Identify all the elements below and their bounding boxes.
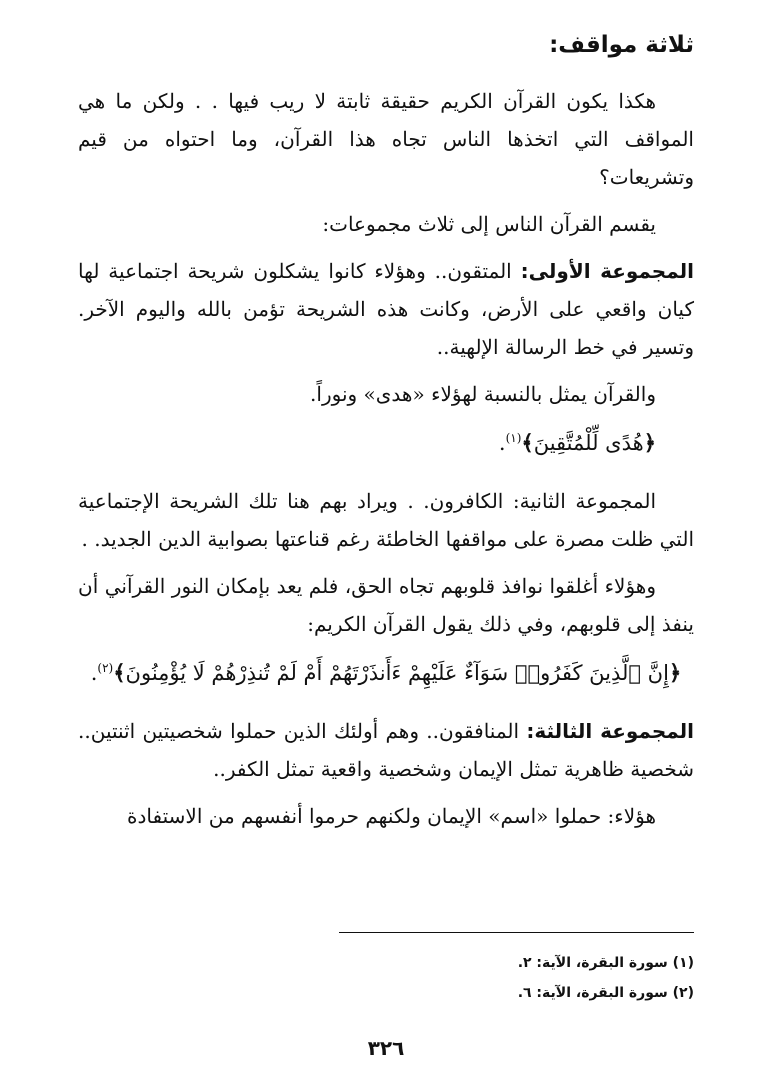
paragraph-group-two: المجموعة الثانية: الكافرون. . ويراد بهم هنا تلك الشريحة الإجتماعية التي ظلت مصرة على مواقفها الخاطئة رغم قناعتها بصوابية الدين الجديد. . <box>78 489 694 551</box>
footnote-ref: (١) <box>505 431 522 445</box>
quran-verse-2 <box>78 652 694 694</box>
verse-text: هُدًى لِّلْمُتَّقِينَ <box>533 431 644 455</box>
verse-period: . <box>90 661 98 685</box>
footnote-2: (٢) سورة البقرة، الآية: ٦. <box>517 985 694 1001</box>
verse-open-bracket: ﴿ <box>668 660 682 685</box>
paragraph-hearts: وهؤلاء أغلقوا نوافذ قلوبهم تجاه الحق، فلم يعد بإمكان النور القرآني أن ينفذ إلى قلوبهم، وفي ذلك يقول القرآن الكريم: <box>78 574 694 636</box>
paragraph-intro: هكذا يكون القرآن الكريم حقيقة ثابتة لا ريب فيها . . ولكن ما هي المواقف التي اتخذها الناس تجاه هذا القرآن، وما احتواه من قيم وتشريعات؟ <box>78 89 694 189</box>
group-three-label: المجموعة الثالثة: <box>526 719 695 743</box>
page-number: ٣٢٦ <box>367 1036 405 1060</box>
paragraph-groups: يقسم القرآن الناس إلى ثلاث مجموعات: <box>322 212 656 236</box>
paragraph-group-one <box>78 252 694 366</box>
section-heading: ثلاثة مواقف: <box>549 32 694 58</box>
group-one-text: المتقون.. وهؤلاء كانوا يشكلون شريحة اجتماعية لها كيان واقعي على الأرض، وكانت هذه الشريحة تؤمن بالله واليوم الآخر. وتسير في خط الرسالة الإلهية.. <box>78 259 694 359</box>
verse-close-bracket: ﴾ <box>521 430 534 455</box>
footnote-1: (١) سورة البقرة، الآية: ٢. <box>517 955 694 971</box>
verse-period: . <box>498 431 506 455</box>
footnote-divider <box>339 932 694 933</box>
footnotes <box>518 948 694 1008</box>
quran-verse-1 <box>78 422 694 464</box>
paragraph-hypocrites: هؤلاء: حملوا «اسم» الإيمان ولكنهم حرموا أنفسهم من الاستفادة <box>127 804 656 828</box>
footnote-ref: (٢) <box>97 661 114 675</box>
book-page <box>78 22 694 1084</box>
group-three-text: المنافقون.. وهم أولئك الذين حملوا شخصيتين اثنتين.. شخصية ظاهرية تمثل الإيمان وشخصية واقعية تمثل الكفر.. <box>78 719 694 781</box>
paragraph-group-three <box>78 712 694 788</box>
verse-open-bracket: ﴿ <box>643 430 656 455</box>
verse-close-bracket: ﴾ <box>113 660 126 685</box>
group-one-label: المجموعة الأولى: <box>520 259 694 283</box>
verse-text: إِنَّ ٱلَّذِينَ كَفَرُوا۟ سَوَآءٌ عَلَيْهِمْ ءَأَنذَرْتَهُمْ أَمْ لَمْ تُنذِرْهُمْ لَا يُؤْمِنُونَ <box>125 661 669 685</box>
paragraph-guidance: والقرآن يمثل بالنسبة لهؤلاء «هدى» ونوراً. <box>310 382 656 406</box>
